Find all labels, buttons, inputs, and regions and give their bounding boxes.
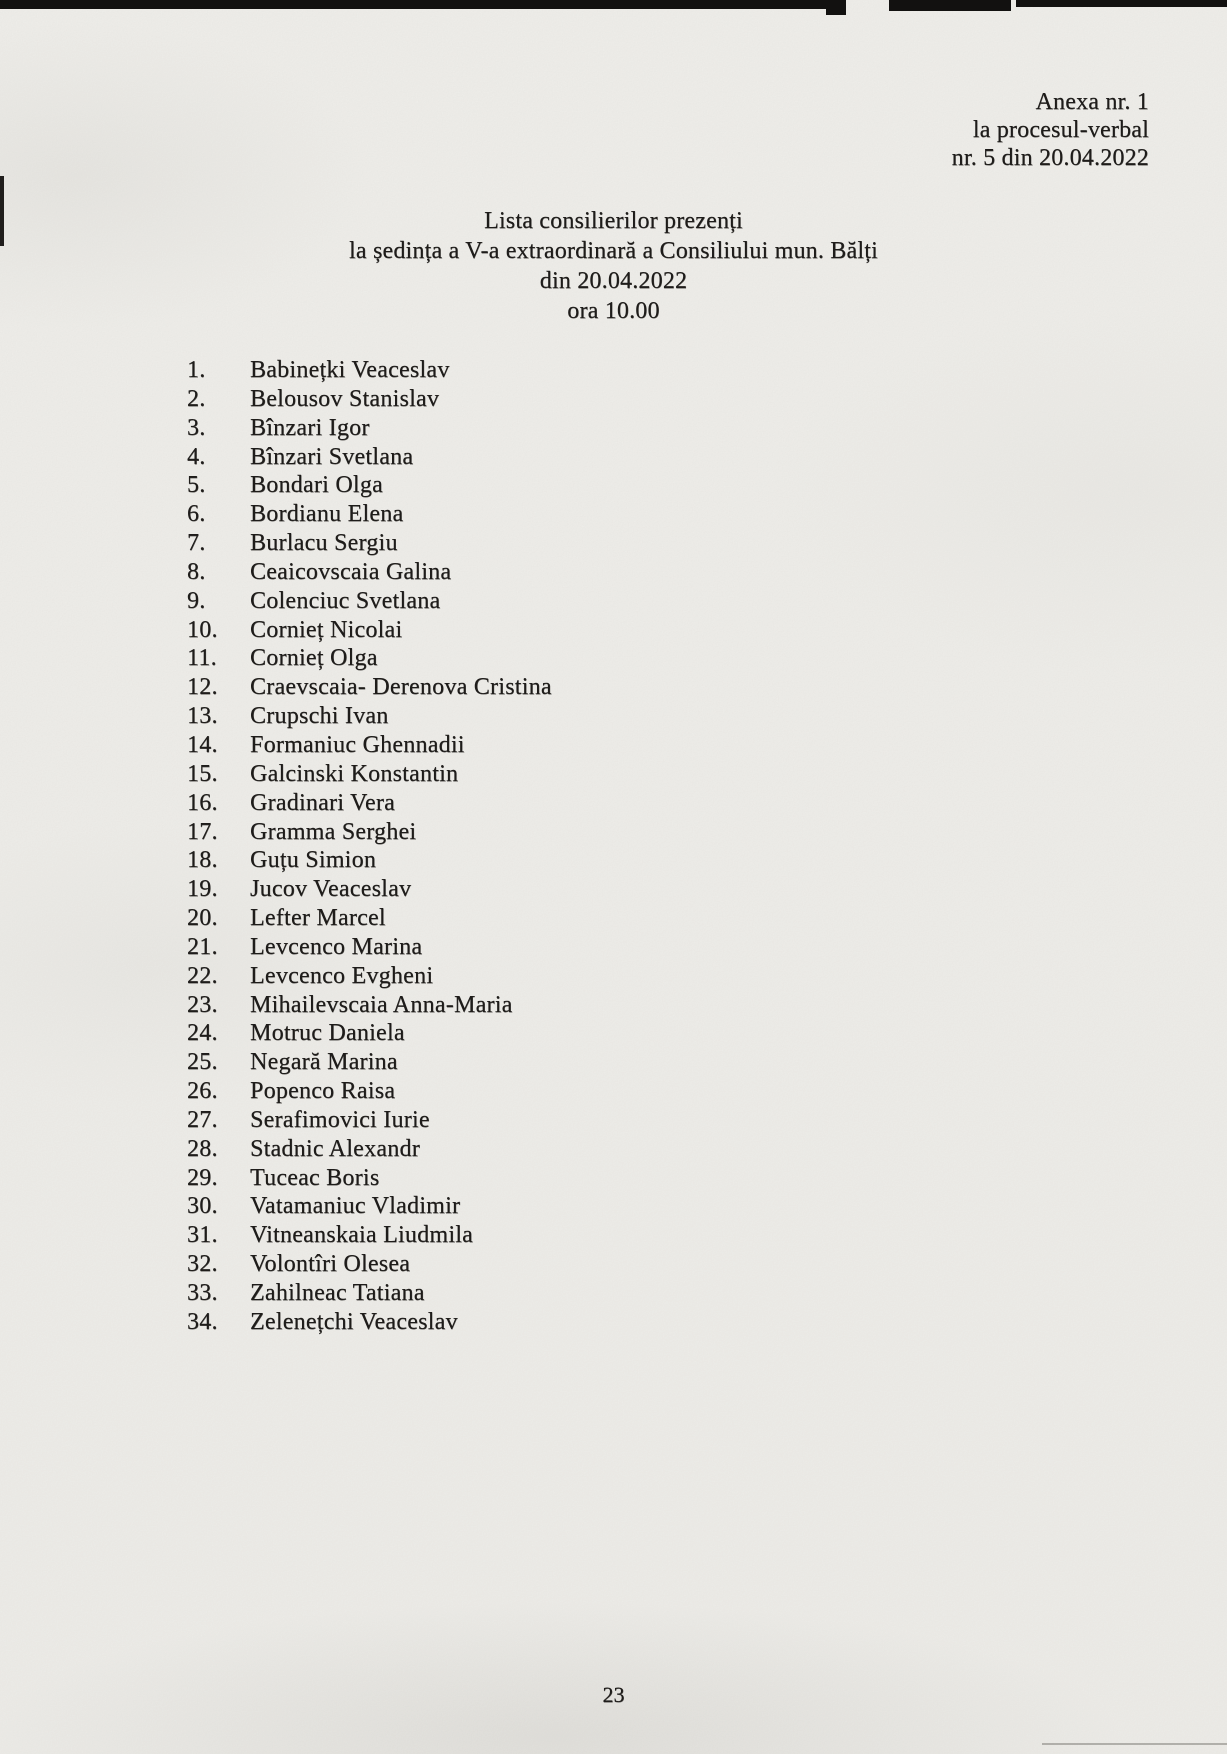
list-item	[187, 732, 552, 761]
list-item-number: 13.	[187, 703, 218, 730]
list-item-name: Volontîri Olesea	[250, 1251, 411, 1278]
list-item-name: Formaniuc Ghennadii	[250, 731, 465, 758]
list-item-number: 25.	[187, 1049, 218, 1076]
list-item-name: Zahilneac Tatiana	[250, 1280, 425, 1306]
list-item-name: Gramma Serghei	[250, 818, 417, 845]
list-item-name: Levcenco Evgheni	[250, 962, 434, 989]
list-item-number: 29.	[187, 1164, 218, 1191]
list-item-number: 9.	[187, 587, 206, 614]
list-item-name: Cornieț Nicolai	[250, 616, 403, 643]
list-item-number: 19.	[187, 876, 218, 903]
document-title-block	[0, 206, 1227, 326]
title-line-time: ora 10.00	[567, 298, 660, 324]
list-item	[187, 992, 552, 1021]
list-item-name: Jucov Veaceslav	[250, 876, 412, 903]
list-item	[187, 357, 552, 386]
list-item	[187, 415, 552, 444]
annex-line-2: la procesul-verbal	[972, 117, 1149, 143]
list-item-name: Crupschi Ivan	[250, 703, 389, 730]
list-item-number: 2.	[187, 385, 206, 412]
list-item-name: Craevscaia- Derenova Cristina	[250, 674, 552, 701]
list-item-name: Lefter Marcel	[250, 905, 386, 932]
list-item-name: Bordianu Elena	[250, 501, 404, 528]
list-item-number: 30.	[187, 1193, 218, 1220]
list-item-name: Vatamaniuc Vladimir	[250, 1193, 461, 1220]
list-item-number: 1.	[187, 357, 206, 383]
list-item	[187, 963, 552, 992]
list-item-name: Galcinski Konstantin	[250, 760, 459, 787]
list-item-name: Colenciuc Svetlana	[250, 587, 441, 614]
list-item	[187, 1251, 552, 1280]
list-item	[187, 934, 552, 963]
list-item	[187, 674, 552, 703]
scan-band-top-right	[1016, 0, 1227, 7]
list-item	[187, 444, 552, 473]
list-item-number: 10.	[187, 616, 218, 643]
list-item-number: 16.	[187, 789, 218, 816]
page-number: 23	[602, 1682, 625, 1707]
list-item-number: 34.	[187, 1308, 218, 1335]
list-item-number: 8.	[187, 558, 206, 585]
list-item-name: Vitneanskaia Liudmila	[250, 1222, 474, 1249]
list-item-number: 20.	[187, 905, 218, 932]
list-item-number: 33.	[187, 1280, 218, 1306]
list-item-name: Bînzari Svetlana	[250, 443, 414, 470]
list-item	[187, 905, 552, 934]
list-item-number: 3.	[187, 414, 206, 441]
scan-band-top-middle	[889, 0, 1011, 11]
annex-reference-block	[952, 88, 1149, 172]
list-item	[187, 559, 552, 588]
list-item	[187, 645, 552, 674]
list-item	[187, 1020, 552, 1049]
list-item-name: Bondari Olga	[250, 472, 383, 499]
list-item-number: 27.	[187, 1106, 218, 1133]
list-item-number: 17.	[187, 818, 218, 845]
list-item	[187, 1049, 552, 1078]
list-item	[187, 472, 552, 501]
list-item-name: Babinețki Veaceslav	[250, 357, 450, 383]
list-item-number: 24.	[187, 1020, 218, 1047]
list-item	[187, 819, 552, 848]
scan-band-tab	[826, 0, 846, 15]
list-item-name: Bînzari Igor	[250, 414, 370, 441]
list-item-number: 32.	[187, 1251, 218, 1278]
list-item-name: Burlacu Sergiu	[250, 530, 398, 557]
list-item	[187, 588, 552, 617]
list-item-name: Mihailevscaia Anna-Maria	[250, 991, 513, 1018]
list-item-name: Negară Marina	[250, 1049, 398, 1076]
list-item	[187, 386, 552, 415]
list-item-number: 14.	[187, 731, 218, 758]
annex-line-1: Anexa nr. 1	[1035, 89, 1149, 115]
list-item-name: Stadnic Alexandr	[250, 1135, 420, 1162]
list-item	[187, 530, 552, 559]
list-item	[187, 761, 552, 790]
councilors-list	[187, 357, 552, 1338]
annex-line-3: nr. 5 din 20.04.2022	[951, 145, 1149, 171]
list-item-number: 7.	[187, 530, 206, 557]
list-item	[187, 1193, 552, 1222]
list-item-number: 31.	[187, 1222, 218, 1249]
list-item-name: Belousov Stanislav	[250, 385, 440, 412]
scan-line-bottom-right	[1042, 1743, 1227, 1745]
list-item-number: 28.	[187, 1135, 218, 1162]
list-item-number: 12.	[187, 674, 218, 701]
title-line-main: Lista consilierilor prezenți	[484, 208, 743, 234]
list-item	[187, 1165, 552, 1194]
list-item	[187, 1107, 552, 1136]
list-item	[187, 501, 552, 530]
list-item-number: 4.	[187, 443, 206, 470]
list-item-number: 22.	[187, 962, 218, 989]
list-item-name: Gradinari Vera	[250, 789, 395, 816]
list-item-number: 5.	[187, 472, 206, 499]
list-item	[187, 1280, 552, 1309]
list-item-name: Zelenețchi Veaceslav	[250, 1308, 458, 1335]
list-item-number: 18.	[187, 847, 218, 874]
title-line-date: din 20.04.2022	[539, 268, 688, 294]
list-item-number: 26.	[187, 1078, 218, 1105]
list-item	[187, 1309, 552, 1338]
list-item-number: 15.	[187, 760, 218, 787]
list-item-name: Ceaicovscaia Galina	[250, 558, 452, 585]
list-item-name: Cornieț Olga	[250, 645, 378, 672]
list-item-number: 11.	[187, 645, 217, 672]
list-item-number: 23.	[187, 991, 218, 1018]
title-line-session: la ședința a V-a extraordinară a Consiliului mun. Bălți	[349, 238, 878, 264]
list-item-name: Serafimovici Iurie	[250, 1106, 430, 1133]
list-item-name: Motruc Daniela	[250, 1020, 405, 1047]
list-item-name: Levcenco Marina	[250, 933, 423, 960]
list-item	[187, 1222, 552, 1251]
list-item	[187, 617, 552, 646]
list-item-number: 21.	[187, 933, 218, 960]
list-item-name: Tuceac Boris	[250, 1164, 380, 1191]
list-item-number: 6.	[187, 501, 206, 528]
list-item	[187, 847, 552, 876]
list-item	[187, 703, 552, 732]
list-item	[187, 1136, 552, 1165]
list-item	[187, 1078, 552, 1107]
list-item	[187, 876, 552, 905]
scan-band-top-left	[0, 0, 826, 9]
list-item-name: Guțu Simion	[250, 847, 377, 874]
list-item-name: Popenco Raisa	[250, 1078, 396, 1105]
list-item	[187, 790, 552, 819]
